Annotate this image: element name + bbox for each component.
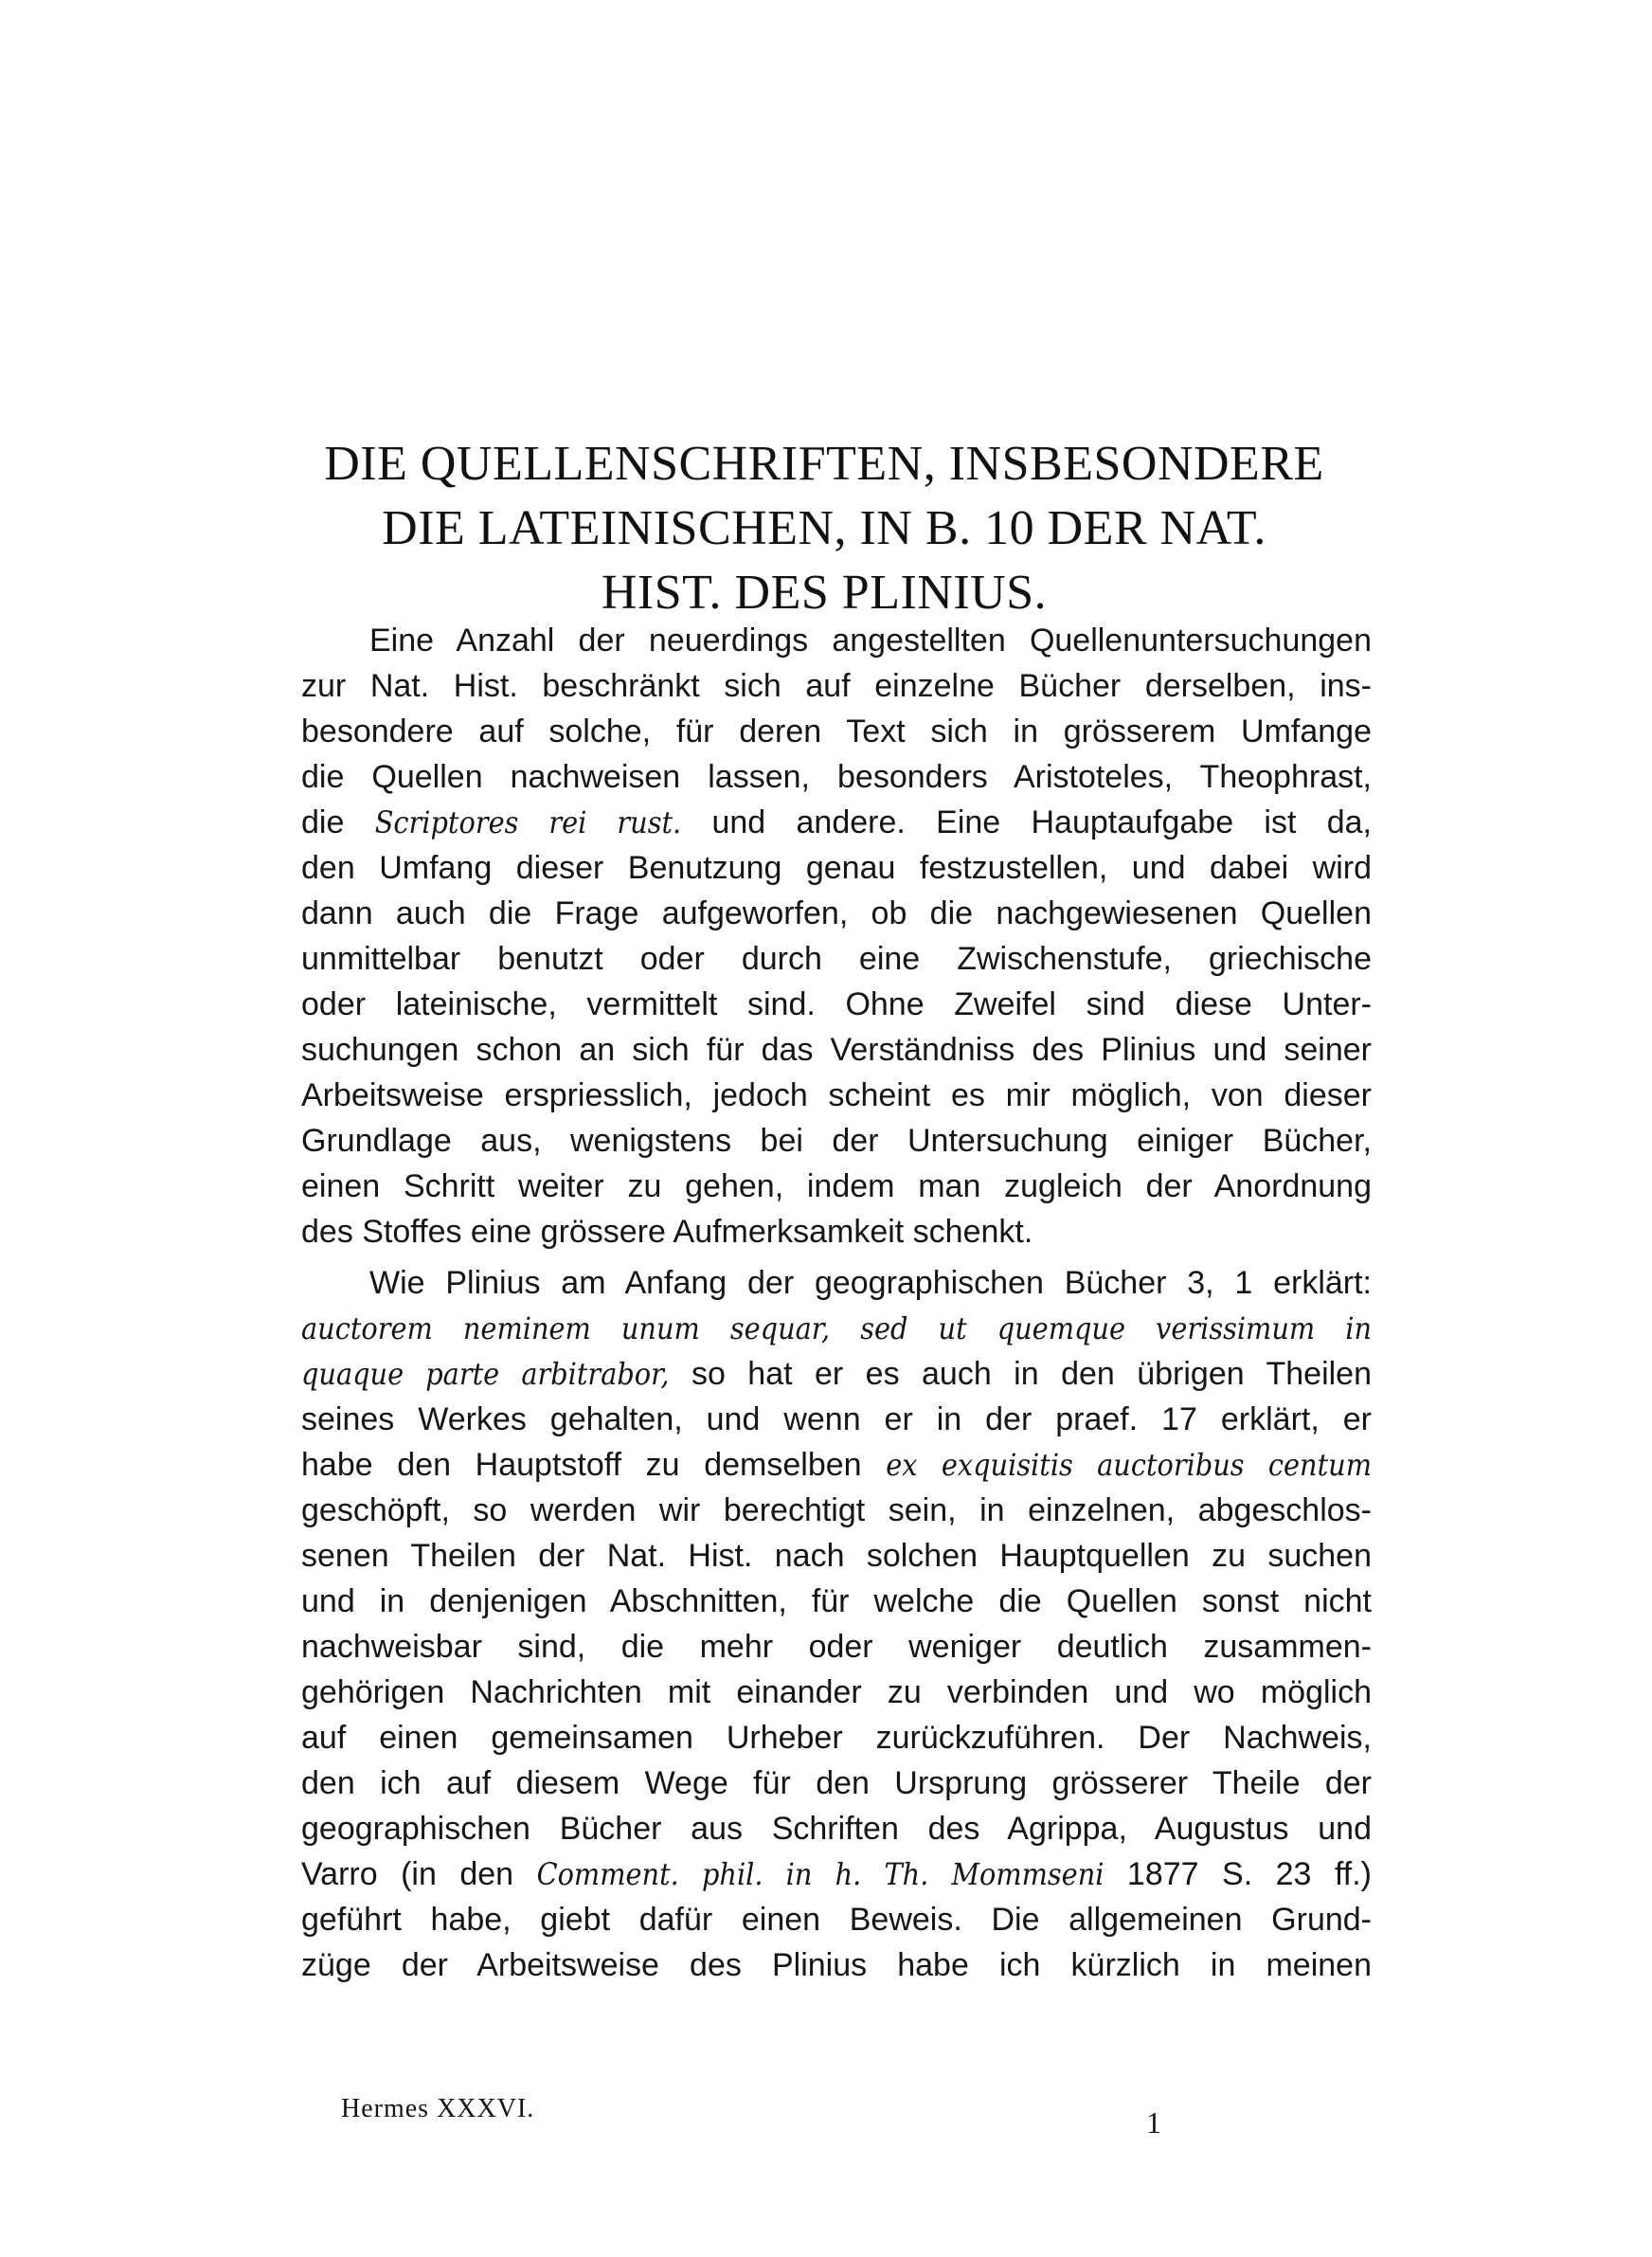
text-span: 1877 S. 23 ff.) — [1104, 1856, 1372, 1892]
text-line: den Umfang dieser Benutzung genau festzustellen, und dabei wird — [301, 850, 1372, 886]
text-line: seines Werkes gehalten, und wenn er in der praef. 17 erklärt, er — [301, 1401, 1372, 1437]
text-span: und andere. Eine Hauptaufgabe ist da, — [681, 804, 1372, 840]
text-line: oder lateinische, vermittelt sind. Ohne Zweifel sind diese Unter- — [301, 986, 1372, 1022]
text-line: züge der Arbeitsweise des Plinius habe ich kürzlich in meinen — [301, 1947, 1372, 1983]
text-span: so hat er es auch in den übrigen Theilen — [669, 1356, 1372, 1392]
text-line — [301, 1351, 1372, 1397]
page-number: 1 — [1146, 2105, 1161, 2140]
title-line-2: DIE LATEINISCHEN, IN B. 10 DER NAT. — [382, 501, 1266, 555]
text-line: geschöpft, so werden wir berechtigt sein, in einzelnen, abgeschlos- — [301, 1492, 1372, 1528]
text-line: Wie Plinius am Anfang der geographischen Bücher 3, 1 erklärt: — [369, 1265, 1372, 1301]
text-line: gehörigen Nachrichten mit einander zu verbinden und wo möglich — [301, 1674, 1372, 1710]
text-span: die — [301, 804, 375, 840]
text-span: Varro (in den — [301, 1856, 537, 1892]
italic-citation: Comment. phil. in h. Th. Mommseni — [536, 1856, 1104, 1892]
text-line: und in denjenigen Abschnitten, für welche die Quellen sonst nicht — [301, 1583, 1372, 1619]
text-line: zur Nat. Hist. beschränkt sich auf einzelne Bücher derselben, ins- — [301, 668, 1372, 704]
text-line: unmittelbar benutzt oder durch eine Zwischenstufe, griechische — [301, 941, 1372, 977]
text-line: nachweisbar sind, die mehr oder weniger deutlich zusammen- — [301, 1629, 1372, 1665]
text-line: Grundlage aus, wenigstens bei der Untersuchung einiger Bücher, — [301, 1123, 1372, 1159]
text-line: die Quellen nachweisen lassen, besonders Aristoteles, Theophrast, — [301, 759, 1372, 795]
italic-quotation: quaque parte arbitrabor, — [301, 1356, 670, 1392]
text-line: Eine Anzahl der neuerdings angestellten Quellenuntersuchungen — [369, 623, 1372, 659]
text-line: auf einen gemeinsamen Urheber zurückzuführen. Der Nachweis, — [301, 1720, 1372, 1756]
text-line: geführt habe, giebt dafür einen Beweis. Die allgemeinen Grund- — [301, 1902, 1372, 1938]
text-span: habe den Hauptstoff zu demselben — [301, 1447, 887, 1483]
text-line: besondere auf solche, für deren Text sich in grösserem Umfange — [301, 713, 1372, 749]
text-line: einen Schritt weiter zu gehen, indem man zugleich der Anordnung — [301, 1168, 1372, 1204]
text-line: senen Theilen der Nat. Hist. nach solchen Hauptquellen zu suchen — [301, 1538, 1372, 1574]
italic-citation: Scriptores rei rust. — [374, 804, 682, 840]
title-line-1: DIE QUELLENSCHRIFTEN, INSBESONDERE — [324, 437, 1324, 491]
article-title — [284, 432, 1364, 625]
paragraph-1 — [301, 618, 1372, 1255]
text-line — [301, 800, 1372, 845]
text-line: dann auch die Frage aufgeworfen, ob die nachgewiesenen Quellen — [301, 895, 1372, 931]
text-line: des Stoffes eine grössere Aufmerksamkeit schenkt. — [301, 1214, 1033, 1250]
title-line-3: HIST. DES PLINIUS. — [601, 566, 1048, 620]
signature-mark: Hermes XXXVI. — [341, 2094, 535, 2123]
text-line — [301, 1851, 1372, 1897]
text-line: suchungen schon an sich für das Verständniss des Plinius und seiner — [301, 1032, 1372, 1068]
body-text — [301, 618, 1372, 1988]
italic-quotation: ex exquisitis auctoribus centum — [886, 1447, 1372, 1483]
text-line: geographischen Bücher aus Schriften des Agrippa, Augustus und — [301, 1811, 1372, 1847]
text-line — [301, 1306, 1372, 1351]
text-line: den ich auf diesem Wege für den Ursprung grösserer Theile der — [301, 1765, 1372, 1801]
italic-quotation: auctorem neminem unum sequar, sed ut quemque verissimum in — [301, 1310, 1372, 1346]
text-line: Arbeitsweise erspriesslich, jedoch scheint es mir möglich, von dieser — [301, 1077, 1372, 1113]
text-line — [301, 1442, 1372, 1488]
paragraph-2 — [301, 1260, 1372, 1988]
